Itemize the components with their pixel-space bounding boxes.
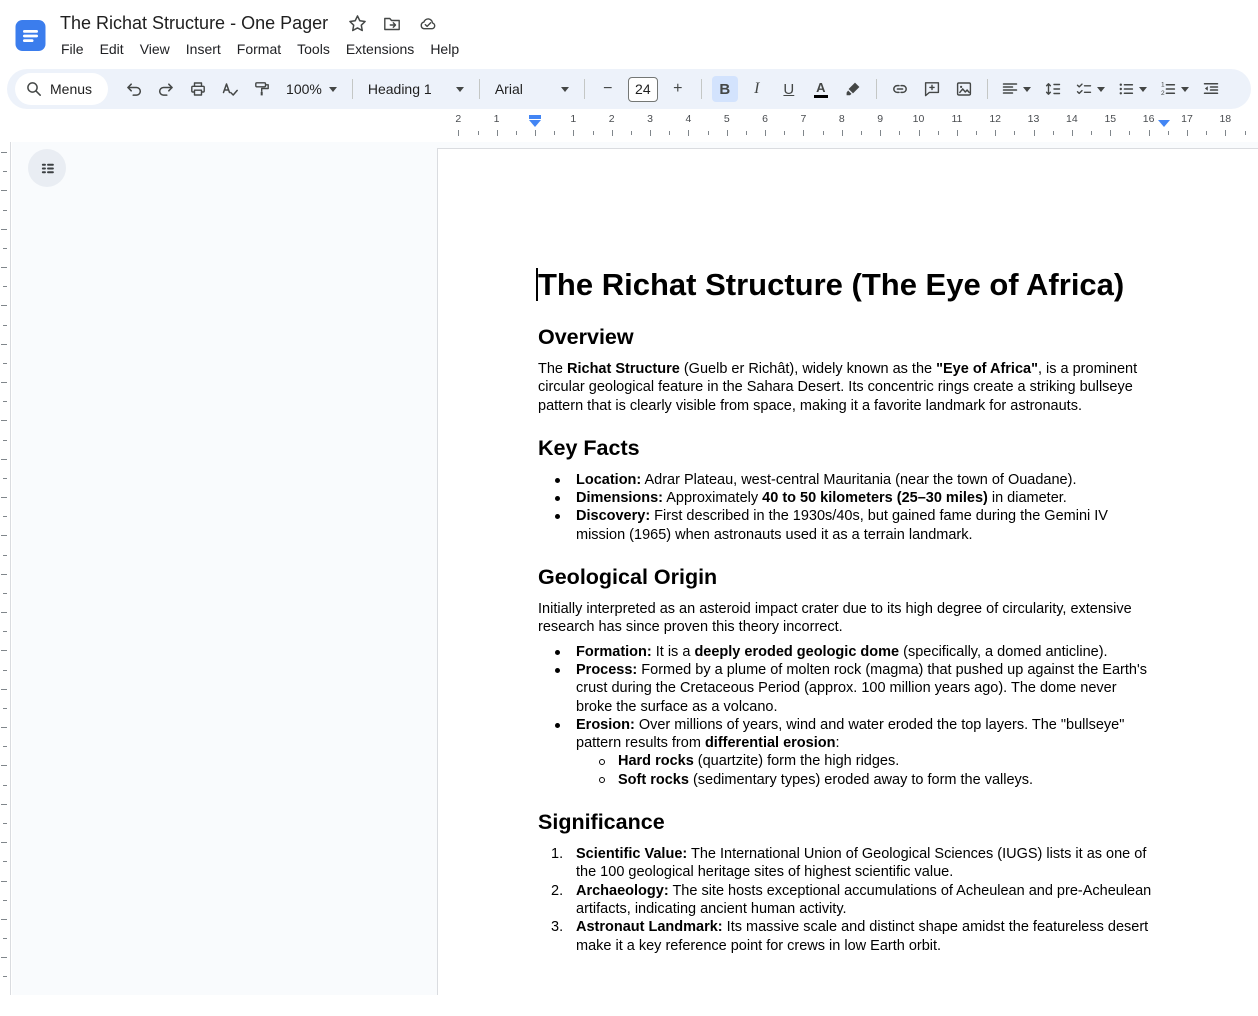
document-title-text[interactable]: The Richat Structure - One Pager xyxy=(60,13,329,33)
header xyxy=(0,0,1258,66)
text-run: Astronaut Landmark: xyxy=(576,919,723,936)
ruler-tick xyxy=(1,305,7,306)
document-heading-text: The Richat Structure (The Eye of Africa) xyxy=(538,267,1125,302)
menu-view[interactable]: View xyxy=(139,41,170,57)
ruler-number: 10 xyxy=(912,113,925,125)
bulleted-list xyxy=(538,643,1156,789)
spellcheck-button[interactable] xyxy=(217,76,243,102)
section-heading-overview: Overview xyxy=(538,325,634,349)
document-page-content[interactable] xyxy=(538,266,1156,955)
ruler-tick xyxy=(3,823,7,824)
doc-body xyxy=(538,325,1156,955)
ruler-tick xyxy=(1,765,7,766)
ruler-tick xyxy=(1072,130,1073,136)
ruler-tick xyxy=(765,130,766,136)
menu-format[interactable]: Format xyxy=(236,41,282,57)
ruler-tick xyxy=(593,131,594,135)
list-item xyxy=(538,845,1156,882)
chevron-down-icon xyxy=(1097,87,1105,92)
text-run: Archaeology: xyxy=(576,882,669,899)
text-run: Initially interpreted as an asteroid impact crater due to its high degree of circularity, extensive research has since proven this theory incorrect. xyxy=(538,601,1132,636)
svg-text:1: 1 xyxy=(1160,81,1165,89)
divider xyxy=(352,79,353,99)
text-run: Discovery: xyxy=(576,508,651,525)
text-cursor xyxy=(536,268,538,301)
list-item xyxy=(538,471,1156,489)
ruler-tick xyxy=(1110,130,1111,136)
ruler-number: 16 xyxy=(1142,113,1155,125)
text-run: Approximately xyxy=(663,490,763,507)
decrease-font-size-button[interactable]: − xyxy=(603,80,613,97)
ruler-tick xyxy=(1225,130,1226,136)
text-run: The site hosts exceptional accumulations of Acheulean and pre-Acheulean artifacts, indicating ancient human activity. xyxy=(576,882,1152,917)
chevron-down-icon xyxy=(456,87,464,92)
text-run: in diameter. xyxy=(987,490,1067,507)
star-icon[interactable] xyxy=(348,14,367,33)
ruler-tick xyxy=(899,131,900,135)
ruler-tick xyxy=(1,190,7,191)
ruler-tick xyxy=(688,130,689,136)
ruler-tick xyxy=(3,976,7,977)
ruler-number: 18 xyxy=(1219,113,1232,125)
bulleted-list-button[interactable] xyxy=(1114,76,1150,102)
chevron-down-icon xyxy=(1023,87,1031,92)
ruler-number: 8 xyxy=(838,113,845,125)
ruler-number: 2 xyxy=(608,113,615,125)
menu-file[interactable]: File xyxy=(61,41,84,57)
text-run: Scientific Value: xyxy=(576,846,688,863)
text-color-bar xyxy=(814,95,828,98)
list-item xyxy=(538,489,1156,507)
text-run: 40 to 50 kilometers (25–30 miles) xyxy=(762,490,988,507)
divider xyxy=(479,79,480,99)
ruler-tick xyxy=(3,746,7,747)
text-run: The International Union of Geological Sciences (IUGS) lists it as one of the 100 geological heritage sites of highest scientific value. xyxy=(576,846,1147,881)
text-run: Soft rocks xyxy=(618,771,689,788)
redo-button[interactable] xyxy=(153,76,179,102)
decrease-indent-button[interactable] xyxy=(1198,76,1224,102)
ruler-tick xyxy=(3,248,7,249)
numbered-list-button[interactable] xyxy=(1156,76,1192,102)
vertical-ruler xyxy=(0,142,11,995)
ruler-tick xyxy=(919,130,920,136)
ruler-tick xyxy=(1034,130,1035,136)
text-run: Erosion: xyxy=(576,716,635,733)
horizontal-ruler xyxy=(437,112,1258,142)
ruler-number: 9 xyxy=(877,113,884,125)
text-run: Location: xyxy=(576,471,642,488)
bulleted-list xyxy=(538,471,1156,544)
ruler-tick xyxy=(1053,131,1054,135)
text-run: (Guelb er Richât), widely known as the xyxy=(679,361,937,377)
section-heading-significance: Significance xyxy=(538,810,665,835)
ruler-tick xyxy=(3,938,7,939)
ruler-tick xyxy=(1,689,7,690)
ruler-number: 2 xyxy=(455,113,462,125)
text-run: Hard rocks xyxy=(618,753,694,770)
ruler-tick xyxy=(3,171,7,172)
ruler-tick xyxy=(3,708,7,709)
paragraph xyxy=(538,600,1156,637)
checklist-button[interactable] xyxy=(1072,76,1108,102)
ruler-number: 15 xyxy=(1104,113,1117,125)
line-spacing-button[interactable] xyxy=(1040,76,1066,102)
list-item xyxy=(538,918,1156,955)
ruler-tick xyxy=(631,131,632,135)
highlight-color-button[interactable] xyxy=(840,76,866,102)
numbered-list xyxy=(538,845,1156,955)
section-heading-geological-origin: Geological Origin xyxy=(538,565,718,590)
text-run: Process: xyxy=(576,661,638,678)
ruler-tick xyxy=(842,130,843,136)
ruler-tick xyxy=(3,440,7,441)
ruler-tick xyxy=(1206,131,1207,135)
title-row xyxy=(60,13,439,34)
ruler-tick xyxy=(938,131,939,135)
text-run: (quartzite) form the high ridges. xyxy=(693,753,900,770)
document-page[interactable] xyxy=(437,148,1258,995)
right-indent-marker[interactable] xyxy=(1158,120,1170,127)
ruler-tick xyxy=(1,881,7,882)
ruler-tick xyxy=(478,131,479,135)
zoom-value: 100% xyxy=(286,81,322,97)
font-family-select[interactable] xyxy=(489,76,575,102)
italic-button[interactable]: I xyxy=(754,80,760,97)
ruler-tick xyxy=(3,861,7,862)
ruler-tick xyxy=(1168,131,1169,135)
menu-extensions[interactable]: Extensions xyxy=(345,41,415,57)
ruler-number: 1 xyxy=(493,113,500,125)
ruler-tick xyxy=(784,131,785,135)
text-run: Dimensions: xyxy=(576,490,664,507)
text-color-button[interactable]: A xyxy=(808,76,834,102)
text-run: It is a xyxy=(651,643,695,660)
text-run: Richat Structure xyxy=(567,361,680,377)
font-size-input[interactable]: 24 xyxy=(628,77,658,102)
style-value: Heading 1 xyxy=(367,81,432,97)
ruler-tick xyxy=(3,670,7,671)
ruler-tick xyxy=(3,516,7,517)
ruler-tick xyxy=(1,957,7,958)
divider xyxy=(876,79,877,99)
ruler-tick xyxy=(1,152,7,153)
ruler-tick xyxy=(1014,131,1015,135)
list-item xyxy=(538,661,1156,716)
insert-link-button[interactable] xyxy=(887,76,913,102)
document-heading xyxy=(538,266,1156,304)
list-item xyxy=(538,643,1156,661)
ruler-tick xyxy=(554,131,555,135)
ruler-tick xyxy=(612,130,613,136)
ruler-tick xyxy=(669,131,670,135)
divider xyxy=(701,79,702,99)
text-run: Its massive scale and distinct shape amidst the featureless desert make it a key reference point for crews in low Earth orbit. xyxy=(576,919,1149,954)
chevron-down-icon xyxy=(329,87,337,92)
svg-text:2: 2 xyxy=(1160,90,1165,97)
ruler-tick xyxy=(3,478,7,479)
show-outline-button[interactable] xyxy=(28,149,66,187)
ruler-tick xyxy=(727,130,728,136)
sub-list xyxy=(576,752,1156,789)
menu-help[interactable]: Help xyxy=(430,41,460,57)
ruler-tick xyxy=(746,131,747,135)
ruler-tick xyxy=(1,459,7,460)
underline-button[interactable]: U xyxy=(783,80,795,98)
ruler-number: 3 xyxy=(647,113,654,125)
document-canvas xyxy=(12,142,1258,995)
text-run: The xyxy=(538,361,568,377)
chevron-down-icon xyxy=(561,87,569,92)
ruler-tick xyxy=(1,267,7,268)
ruler-tick xyxy=(823,131,824,135)
menu-insert[interactable]: Insert xyxy=(185,41,221,57)
ruler-tick xyxy=(1,420,7,421)
bold-button[interactable]: B xyxy=(712,76,738,102)
insert-image-button[interactable] xyxy=(951,76,977,102)
ruler-tick xyxy=(3,401,7,402)
ruler-tick xyxy=(3,593,7,594)
ruler-number: 12 xyxy=(989,113,1002,125)
text-run: Adrar Plateau, west-central Mauritania (near the town of Ouadane). xyxy=(641,471,1077,488)
ruler-tick xyxy=(535,130,536,136)
search-icon xyxy=(25,80,43,98)
ruler-tick xyxy=(976,131,977,135)
ruler-tick xyxy=(3,325,7,326)
menu-tools[interactable]: Tools xyxy=(297,41,330,57)
ruler-tick xyxy=(3,900,7,901)
cloud-saved-icon[interactable] xyxy=(417,15,439,33)
docs-logo-icon[interactable] xyxy=(14,19,47,52)
ruler-tick xyxy=(3,210,7,211)
ruler-tick xyxy=(880,130,881,136)
menu-edit[interactable]: Edit xyxy=(99,41,124,57)
ruler-number: 6 xyxy=(762,113,769,125)
ruler-tick xyxy=(1,919,7,920)
menus-search-button[interactable] xyxy=(15,73,108,105)
ruler-tick xyxy=(1149,130,1150,136)
ruler-tick xyxy=(573,130,574,136)
print-button[interactable] xyxy=(185,76,211,102)
ruler-tick xyxy=(1187,130,1188,136)
ruler-number: 4 xyxy=(685,113,692,125)
ruler-tick xyxy=(1,842,7,843)
add-comment-button[interactable] xyxy=(919,76,945,102)
text-run: "Eye of Africa" xyxy=(936,361,1038,377)
text-run: Formed by a plume of molten rock (magma) that pushed up against the Earth's crust during the Cretaceous Period (approx. 100 million years ago). The dome never broke the surface as a volcano. xyxy=(576,661,1147,715)
menu-bar xyxy=(53,38,467,60)
ruler-tick xyxy=(1,497,7,498)
text-run: Over millions of years, wind and water eroded the top layers. The "bullseye" pattern results from xyxy=(576,716,1125,752)
ruler-tick xyxy=(1,612,7,613)
ruler-tick xyxy=(1091,131,1092,135)
move-folder-icon[interactable] xyxy=(382,15,402,33)
text-run: , is a prominent circular geological feature in the Sahara Desert. Its concentric rings create a striking bullseye pattern that is clearly visible from space, making it a favorite landmark for astronauts. xyxy=(538,361,1138,414)
ruler-number: 7 xyxy=(800,113,807,125)
ruler-tick xyxy=(1,804,7,805)
divider xyxy=(584,79,585,99)
ruler-tick xyxy=(1245,131,1246,135)
ruler-tick xyxy=(1,727,7,728)
ruler-number: 11 xyxy=(951,113,963,125)
toolbar xyxy=(7,69,1251,109)
left-indent-marker[interactable] xyxy=(529,120,541,127)
ruler-tick xyxy=(1,344,7,345)
ruler-number: 13 xyxy=(1027,113,1040,125)
ruler-tick xyxy=(957,130,958,136)
ruler-number: 14 xyxy=(1066,113,1078,125)
paragraph-style-select[interactable] xyxy=(362,76,470,102)
ruler-tick xyxy=(497,130,498,136)
text-run: differential erosion xyxy=(704,735,836,752)
ruler-tick xyxy=(3,363,7,364)
paint-format-button[interactable] xyxy=(249,76,275,102)
ruler-number: 5 xyxy=(723,113,730,125)
ruler-tick xyxy=(650,130,651,136)
ruler-number: 17 xyxy=(1181,113,1193,125)
ruler-tick xyxy=(861,131,862,135)
ruler-tick xyxy=(3,785,7,786)
ruler-tick xyxy=(516,131,517,135)
sub-list-item xyxy=(576,771,1156,789)
text-run: (specifically, a domed anticline). xyxy=(899,643,1108,660)
paragraph xyxy=(538,360,1156,415)
ruler-tick xyxy=(1,229,7,230)
ruler-tick xyxy=(1,650,7,651)
ruler-tick xyxy=(1,535,7,536)
ruler-tick xyxy=(1129,131,1130,135)
section-heading-key-facts: Key Facts xyxy=(538,435,640,460)
list-item xyxy=(538,716,1156,789)
ruler-row xyxy=(0,109,1258,142)
font-value: Arial xyxy=(494,81,523,97)
first-line-indent-marker[interactable] xyxy=(529,115,541,119)
divider xyxy=(987,79,988,99)
ruler-tick xyxy=(3,631,7,632)
text-run: deeply eroded geologic dome xyxy=(694,643,900,660)
sub-list-item xyxy=(576,752,1156,770)
ruler-number: 1 xyxy=(570,113,577,125)
text-run: : xyxy=(835,735,840,752)
ruler-tick xyxy=(1,382,7,383)
ruler-tick xyxy=(3,555,7,556)
list-item xyxy=(538,507,1156,544)
ruler-tick xyxy=(3,286,7,287)
increase-font-size-button[interactable]: + xyxy=(673,80,683,97)
undo-button[interactable] xyxy=(121,76,147,102)
chevron-down-icon xyxy=(1139,87,1147,92)
text-run: First described in the 1930s/40s, but gained fame during the Gemini IV mission (1965) when astronauts used it as a terrain landmark. xyxy=(576,508,1108,543)
text-run: (sedimentary types) eroded away to form the valleys. xyxy=(688,771,1034,788)
text-run: Formation: xyxy=(576,643,652,660)
zoom-select[interactable] xyxy=(280,76,343,102)
ruler-tick xyxy=(1,574,7,575)
ruler-tick xyxy=(995,130,996,136)
ruler-tick xyxy=(803,130,804,136)
menus-label: Menus xyxy=(50,81,93,97)
ruler-tick xyxy=(458,130,459,136)
chevron-down-icon xyxy=(1181,87,1189,92)
list-item xyxy=(538,882,1156,919)
align-button[interactable] xyxy=(998,76,1034,102)
ruler-tick xyxy=(708,131,709,135)
